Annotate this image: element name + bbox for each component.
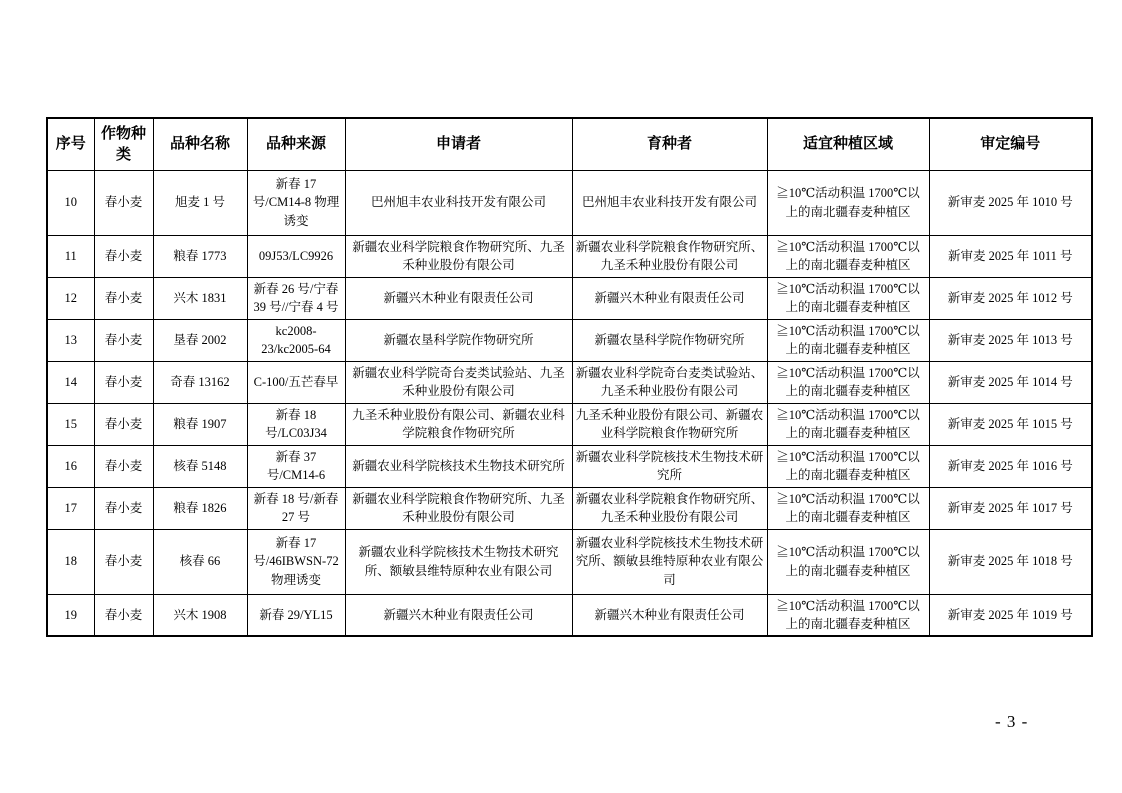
column-header-variety-name: 品种名称 bbox=[153, 118, 247, 170]
cell-breeder: 新疆农业科学院奇台麦类试验站、九圣禾种业股份有限公司 bbox=[572, 361, 767, 403]
column-header-applicant: 申请者 bbox=[345, 118, 572, 170]
table-row bbox=[47, 487, 1092, 529]
cell-variety-name: 奇春 13162 bbox=[153, 361, 247, 403]
table-row bbox=[47, 235, 1092, 277]
cell-variety-source: 新春 29/YL15 bbox=[247, 594, 345, 636]
cell-serial: 11 bbox=[47, 235, 94, 277]
cell-variety-name: 兴木 1908 bbox=[153, 594, 247, 636]
cell-variety-source: 新春 26 号/宁春 39 号//宁春 4 号 bbox=[247, 277, 345, 319]
cell-applicant: 新疆农业科学院奇台麦类试验站、九圣禾种业股份有限公司 bbox=[345, 361, 572, 403]
cell-crop-type: 春小麦 bbox=[94, 319, 153, 361]
table-row bbox=[47, 594, 1092, 636]
cell-variety-source: 新春 18 号/新春 27 号 bbox=[247, 487, 345, 529]
cell-breeder: 九圣禾种业股份有限公司、新疆农业科学院粮食作物研究所 bbox=[572, 403, 767, 445]
cell-planting-region: ≧10℃活动积温 1700℃以上的南北疆春麦种植区 bbox=[767, 235, 929, 277]
cell-applicant: 新疆农业科学院核技术生物技术研究所 bbox=[345, 445, 572, 487]
cell-applicant: 巴州旭丰农业科技开发有限公司 bbox=[345, 170, 572, 235]
cell-applicant: 新疆农垦科学院作物研究所 bbox=[345, 319, 572, 361]
cell-approval-number: 新审麦 2025 年 1011 号 bbox=[929, 235, 1092, 277]
cell-crop-type: 春小麦 bbox=[94, 594, 153, 636]
cell-planting-region: ≧10℃活动积温 1700℃以上的南北疆春麦种植区 bbox=[767, 403, 929, 445]
cell-applicant: 新疆兴木种业有限责任公司 bbox=[345, 594, 572, 636]
page-number: - 3 - bbox=[995, 712, 1029, 731]
column-header-breeder: 育种者 bbox=[572, 118, 767, 170]
cell-breeder: 新疆农业科学院粮食作物研究所、九圣禾种业股份有限公司 bbox=[572, 235, 767, 277]
table-row bbox=[47, 403, 1092, 445]
cell-serial: 16 bbox=[47, 445, 94, 487]
cell-applicant: 九圣禾种业股份有限公司、新疆农业科学院粮食作物研究所 bbox=[345, 403, 572, 445]
cell-breeder: 新疆兴木种业有限责任公司 bbox=[572, 277, 767, 319]
cell-approval-number: 新审麦 2025 年 1013 号 bbox=[929, 319, 1092, 361]
cell-variety-name: 核春 66 bbox=[153, 529, 247, 594]
cell-breeder: 新疆农业科学院粮食作物研究所、九圣禾种业股份有限公司 bbox=[572, 487, 767, 529]
cell-crop-type: 春小麦 bbox=[94, 403, 153, 445]
cell-serial: 10 bbox=[47, 170, 94, 235]
cell-planting-region: ≧10℃活动积温 1700℃以上的南北疆春麦种植区 bbox=[767, 277, 929, 319]
cell-breeder: 新疆兴木种业有限责任公司 bbox=[572, 594, 767, 636]
cell-crop-type: 春小麦 bbox=[94, 445, 153, 487]
column-header-planting-region: 适宜种植区域 bbox=[767, 118, 929, 170]
table-row bbox=[47, 361, 1092, 403]
cell-variety-source: 新春 18 号/LC03J34 bbox=[247, 403, 345, 445]
cell-crop-type: 春小麦 bbox=[94, 529, 153, 594]
table-row bbox=[47, 277, 1092, 319]
cell-planting-region: ≧10℃活动积温 1700℃以上的南北疆春麦种植区 bbox=[767, 361, 929, 403]
cell-planting-region: ≧10℃活动积温 1700℃以上的南北疆春麦种植区 bbox=[767, 487, 929, 529]
table-row bbox=[47, 319, 1092, 361]
cell-planting-region: ≧10℃活动积温 1700℃以上的南北疆春麦种植区 bbox=[767, 319, 929, 361]
cell-variety-name: 兴木 1831 bbox=[153, 277, 247, 319]
cell-planting-region: ≧10℃活动积温 1700℃以上的南北疆春麦种植区 bbox=[767, 445, 929, 487]
cell-breeder: 新疆农业科学院核技术生物技术研究所 bbox=[572, 445, 767, 487]
cell-variety-source: 新春 37 号/CM14-6 bbox=[247, 445, 345, 487]
cell-variety-name: 粮春 1907 bbox=[153, 403, 247, 445]
table-row bbox=[47, 445, 1092, 487]
cell-applicant: 新疆农业科学院核技术生物技术研究所、额敏县维特原种农业有限公司 bbox=[345, 529, 572, 594]
cell-crop-type: 春小麦 bbox=[94, 361, 153, 403]
cell-variety-source: 新春 17 号/CM14-8 物理诱变 bbox=[247, 170, 345, 235]
cell-serial: 17 bbox=[47, 487, 94, 529]
cell-serial: 15 bbox=[47, 403, 94, 445]
cell-breeder: 新疆农垦科学院作物研究所 bbox=[572, 319, 767, 361]
cell-variety-source: C-100/五芒春早 bbox=[247, 361, 345, 403]
cell-serial: 12 bbox=[47, 277, 94, 319]
cell-approval-number: 新审麦 2025 年 1012 号 bbox=[929, 277, 1092, 319]
cell-planting-region: ≧10℃活动积温 1700℃以上的南北疆春麦种植区 bbox=[767, 529, 929, 594]
cell-variety-name: 垦春 2002 bbox=[153, 319, 247, 361]
cell-breeder: 新疆农业科学院核技术生物技术研究所、额敏县维特原种农业有限公司 bbox=[572, 529, 767, 594]
cell-approval-number: 新审麦 2025 年 1017 号 bbox=[929, 487, 1092, 529]
approval-table bbox=[46, 117, 1093, 637]
cell-approval-number: 新审麦 2025 年 1016 号 bbox=[929, 445, 1092, 487]
cell-planting-region: ≧10℃活动积温 1700℃以上的南北疆春麦种植区 bbox=[767, 594, 929, 636]
column-header-approval-number: 审定编号 bbox=[929, 118, 1092, 170]
cell-crop-type: 春小麦 bbox=[94, 487, 153, 529]
header-row bbox=[47, 118, 1092, 170]
cell-applicant: 新疆农业科学院粮食作物研究所、九圣禾种业股份有限公司 bbox=[345, 235, 572, 277]
column-header-serial: 序号 bbox=[47, 118, 94, 170]
cell-approval-number: 新审麦 2025 年 1014 号 bbox=[929, 361, 1092, 403]
cell-variety-source: kc2008-23/kc2005-64 bbox=[247, 319, 345, 361]
cell-serial: 14 bbox=[47, 361, 94, 403]
cell-approval-number: 新审麦 2025 年 1010 号 bbox=[929, 170, 1092, 235]
cell-applicant: 新疆农业科学院粮食作物研究所、九圣禾种业股份有限公司 bbox=[345, 487, 572, 529]
cell-variety-name: 旭麦 1 号 bbox=[153, 170, 247, 235]
cell-variety-source: 新春 17 号/46IBWSN-72 物理诱变 bbox=[247, 529, 345, 594]
cell-applicant: 新疆兴木种业有限责任公司 bbox=[345, 277, 572, 319]
cell-variety-source: 09J53/LC9926 bbox=[247, 235, 345, 277]
cell-crop-type: 春小麦 bbox=[94, 277, 153, 319]
cell-breeder: 巴州旭丰农业科技开发有限公司 bbox=[572, 170, 767, 235]
cell-planting-region: ≧10℃活动积温 1700℃以上的南北疆春麦种植区 bbox=[767, 170, 929, 235]
cell-approval-number: 新审麦 2025 年 1015 号 bbox=[929, 403, 1092, 445]
table-row bbox=[47, 170, 1092, 235]
cell-approval-number: 新审麦 2025 年 1019 号 bbox=[929, 594, 1092, 636]
cell-approval-number: 新审麦 2025 年 1018 号 bbox=[929, 529, 1092, 594]
cell-serial: 13 bbox=[47, 319, 94, 361]
column-header-variety-source: 品种来源 bbox=[247, 118, 345, 170]
column-header-crop-type: 作物种类 bbox=[94, 118, 153, 170]
table-row bbox=[47, 529, 1092, 594]
cell-variety-name: 粮春 1826 bbox=[153, 487, 247, 529]
cell-crop-type: 春小麦 bbox=[94, 170, 153, 235]
cell-variety-name: 粮春 1773 bbox=[153, 235, 247, 277]
cell-serial: 18 bbox=[47, 529, 94, 594]
cell-variety-name: 核春 5148 bbox=[153, 445, 247, 487]
cell-crop-type: 春小麦 bbox=[94, 235, 153, 277]
cell-serial: 19 bbox=[47, 594, 94, 636]
